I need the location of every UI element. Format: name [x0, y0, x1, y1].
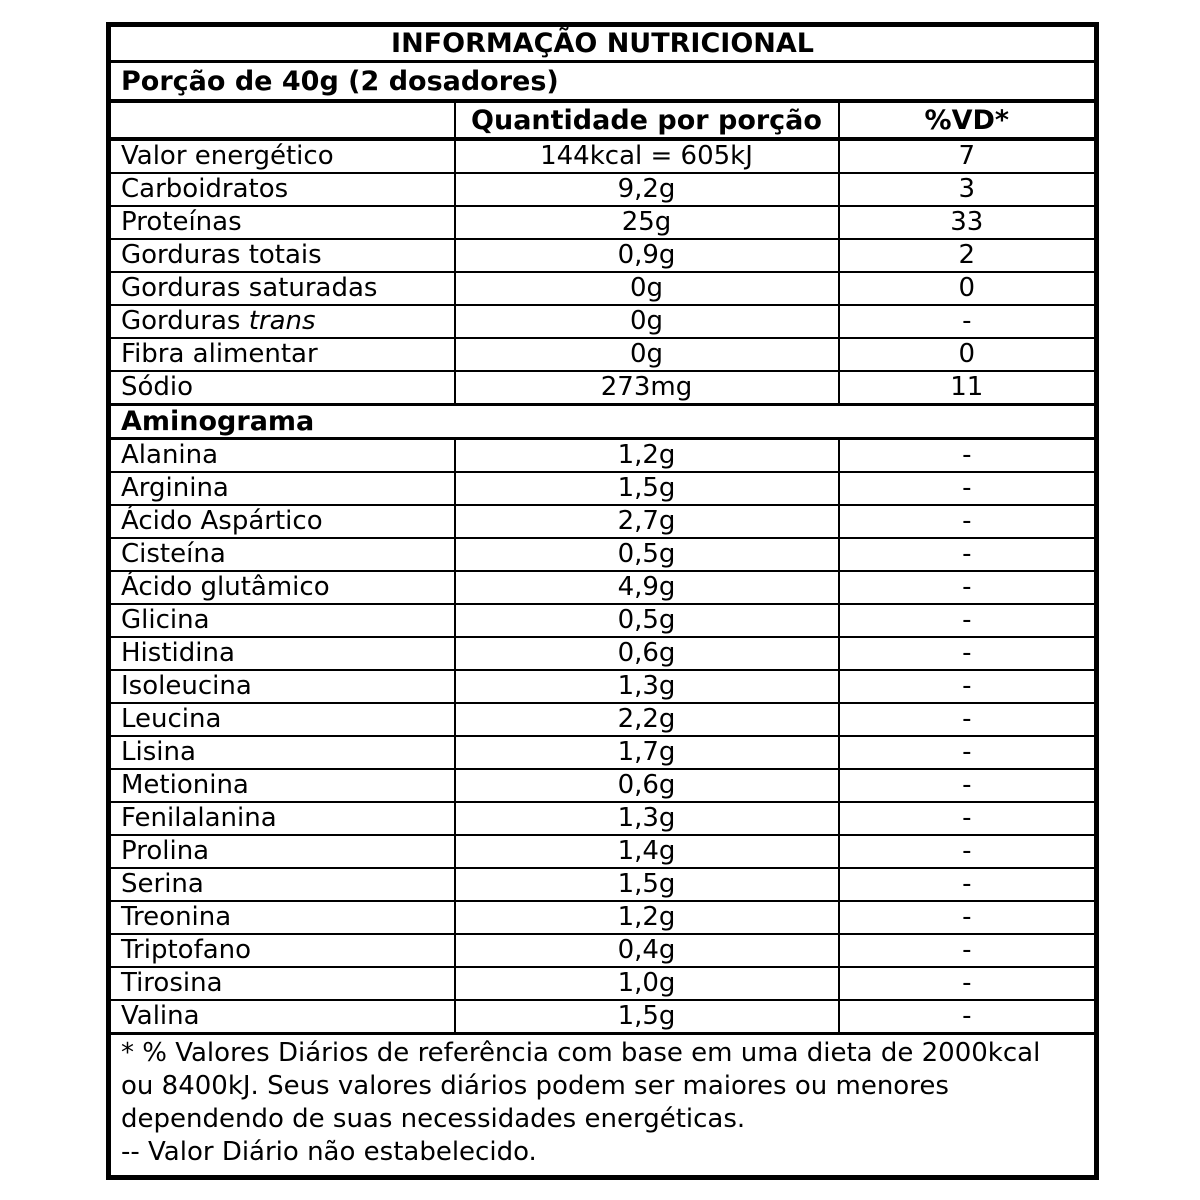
table-row — [109, 868, 1097, 901]
table-row — [109, 173, 1097, 206]
table-row — [109, 206, 1097, 239]
row-vd-cell: - — [839, 835, 1097, 868]
row-qty-cell: 2,7g — [455, 505, 839, 538]
row-label-cell: Cisteína — [109, 538, 455, 571]
portion-label: Porção de 40g (2 dosadores) — [109, 62, 1097, 102]
row-vd-cell: - — [839, 868, 1097, 901]
row-vd-cell: - — [839, 604, 1097, 637]
footnote-line: -- Valor Diário não estabelecido. — [121, 1137, 537, 1167]
row-qty-cell: 273mg — [455, 371, 839, 405]
footnote — [109, 1034, 1097, 1178]
aminogram-body — [109, 439, 1097, 1034]
column-header-row — [109, 101, 1097, 139]
table-row — [109, 439, 1097, 473]
table-row — [109, 736, 1097, 769]
row-label-cell: Sódio — [109, 371, 455, 405]
row-qty-cell: 0,6g — [455, 769, 839, 802]
row-vd-cell: - — [839, 670, 1097, 703]
row-qty-cell: 1,3g — [455, 802, 839, 835]
table-row — [109, 538, 1097, 571]
table-row — [109, 901, 1097, 934]
row-qty-cell: 1,2g — [455, 439, 839, 473]
row-qty-cell: 1,2g — [455, 901, 839, 934]
row-qty-cell: 1,5g — [455, 1000, 839, 1034]
row-label-cell: Valina — [109, 1000, 455, 1034]
table-row — [109, 571, 1097, 604]
row-vd-cell: - — [839, 505, 1097, 538]
column-header-empty — [109, 101, 455, 139]
section-header-aminograma: Aminograma — [109, 405, 1097, 439]
footnote-line: dependendo de suas necessidades energéticas. — [121, 1104, 746, 1134]
table-row — [109, 637, 1097, 670]
main-nutrients-body — [109, 139, 1097, 405]
row-qty-cell: 144kcal = 605kJ — [455, 139, 839, 173]
row-qty-cell: 0,5g — [455, 604, 839, 637]
table-row — [109, 769, 1097, 802]
footnote-line: * % Valores Diários de referência com base em uma dieta de 2000kcal — [121, 1038, 1041, 1068]
row-qty-cell: 1,4g — [455, 835, 839, 868]
table-row — [109, 272, 1097, 305]
row-qty-cell: 0,5g — [455, 538, 839, 571]
row-vd-cell: - — [839, 736, 1097, 769]
row-label-cell: Isoleucina — [109, 670, 455, 703]
table-row — [109, 505, 1097, 538]
row-vd-cell: - — [839, 901, 1097, 934]
row-label-cell: Alanina — [109, 439, 455, 473]
row-qty-cell: 9,2g — [455, 173, 839, 206]
row-label-cell: Ácido glutâmico — [109, 571, 455, 604]
row-vd-cell: - — [839, 571, 1097, 604]
row-qty-cell: 1,5g — [455, 472, 839, 505]
page-title: INFORMAÇÃO NUTRICIONAL — [109, 25, 1097, 62]
row-label-cell: Serina — [109, 868, 455, 901]
row-qty-cell: 0,9g — [455, 239, 839, 272]
row-qty-cell: 25g — [455, 206, 839, 239]
table-row — [109, 472, 1097, 505]
table-row — [109, 239, 1097, 272]
row-label-cell: Prolina — [109, 835, 455, 868]
footnote-line: ou 8400kJ. Seus valores diários podem ser maiores ou menores — [121, 1071, 949, 1101]
row-qty-cell: 1,0g — [455, 967, 839, 1000]
table-row — [109, 967, 1097, 1000]
table-row — [109, 604, 1097, 637]
row-label-cell: Leucina — [109, 703, 455, 736]
row-vd-cell: - — [839, 967, 1097, 1000]
row-qty-cell: 0g — [455, 272, 839, 305]
footnote-row — [109, 1034, 1097, 1178]
row-qty-cell: 0g — [455, 305, 839, 338]
row-qty-cell: 4,9g — [455, 571, 839, 604]
column-header-vd: %VD* — [839, 101, 1097, 139]
row-vd-cell: - — [839, 472, 1097, 505]
table-row — [109, 835, 1097, 868]
row-qty-cell: 0,4g — [455, 934, 839, 967]
row-vd-cell: 33 — [839, 206, 1097, 239]
table-row — [109, 802, 1097, 835]
row-label-cell: Histidina — [109, 637, 455, 670]
row-label-cell: Carboidratos — [109, 173, 455, 206]
row-vd-cell: - — [839, 637, 1097, 670]
table-row — [109, 934, 1097, 967]
row-label-cell: Glicina — [109, 604, 455, 637]
row-qty-cell: 1,3g — [455, 670, 839, 703]
row-vd-cell: - — [839, 934, 1097, 967]
table-row — [109, 703, 1097, 736]
row-label-cell: Gorduras saturadas — [109, 272, 455, 305]
table-row — [109, 305, 1097, 338]
row-label-cell: Treonina — [109, 901, 455, 934]
row-qty-cell: 0,6g — [455, 637, 839, 670]
nutrition-table — [106, 22, 1099, 1180]
row-label-cell: Fibra alimentar — [109, 338, 455, 371]
table-title-row — [109, 25, 1097, 62]
row-label-cell: Arginina — [109, 472, 455, 505]
row-label-cell: Lisina — [109, 736, 455, 769]
section-header-row — [109, 405, 1097, 439]
row-vd-cell: - — [839, 305, 1097, 338]
row-vd-cell: 2 — [839, 239, 1097, 272]
row-label-cell: Proteínas — [109, 206, 455, 239]
row-vd-cell: - — [839, 769, 1097, 802]
column-header-quantity: Quantidade por porção — [455, 101, 839, 139]
row-label-cell: Gorduras trans — [109, 305, 455, 338]
table-row — [109, 371, 1097, 405]
row-vd-cell: 0 — [839, 272, 1097, 305]
row-vd-cell: - — [839, 439, 1097, 473]
table-row — [109, 670, 1097, 703]
row-vd-cell: - — [839, 703, 1097, 736]
row-vd-cell: - — [839, 802, 1097, 835]
row-label-cell: Ácido Aspártico — [109, 505, 455, 538]
row-label-cell: Gorduras totais — [109, 239, 455, 272]
row-vd-cell: 3 — [839, 173, 1097, 206]
row-qty-cell: 1,5g — [455, 868, 839, 901]
row-qty-cell: 1,7g — [455, 736, 839, 769]
row-vd-cell: 7 — [839, 139, 1097, 173]
table-row — [109, 1000, 1097, 1034]
row-vd-cell: - — [839, 538, 1097, 571]
table-row — [109, 139, 1097, 173]
row-qty-cell: 0g — [455, 338, 839, 371]
row-label-cell: Metionina — [109, 769, 455, 802]
row-label-cell: Triptofano — [109, 934, 455, 967]
table-row — [109, 338, 1097, 371]
row-qty-cell: 2,2g — [455, 703, 839, 736]
row-label-cell: Valor energético — [109, 139, 455, 173]
row-vd-cell: 0 — [839, 338, 1097, 371]
row-label-cell: Tirosina — [109, 967, 455, 1000]
row-vd-cell: - — [839, 1000, 1097, 1034]
portion-row — [109, 62, 1097, 102]
row-label-cell: Fenilalanina — [109, 802, 455, 835]
row-vd-cell: 11 — [839, 371, 1097, 405]
